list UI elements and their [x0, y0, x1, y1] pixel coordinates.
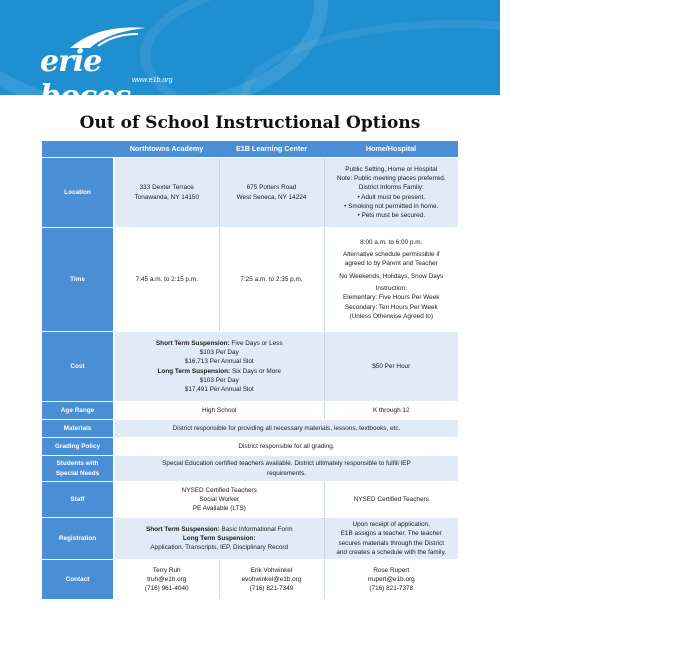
table-row-registration [42, 518, 458, 560]
row-label-special-needs: Students with Special Needs [42, 456, 114, 482]
time-e1b: 7:25 a.m. to 2:35 p.m. [219, 228, 324, 332]
row-label-age-range: Age Range [42, 402, 114, 420]
contact-northtowns: Terry Ruh truh@e1b.org (716) 961-4040 [114, 560, 219, 600]
age-range-home: K through 12 [324, 402, 458, 420]
options-table [42, 141, 458, 600]
column-header-blank [42, 141, 114, 158]
logo-url: www.e1b.org [132, 77, 173, 84]
table-row-time [42, 228, 458, 332]
special-needs-text: Special Education certified teachers available. District ultimately responsible to fulfill IEP requirements. [114, 456, 458, 482]
row-label-contact: Contact [42, 560, 114, 600]
location-e1b: 675 Potters Road West Seneca, NY 14224 [219, 158, 324, 228]
grading-text: District responsible for all grading. [114, 438, 458, 456]
location-home: Public Setting, Home or Hospital Note: Public meeting places preferred. District Informs Family: • Adult must be present. • Smoking not permitted in home. • Pets must be secured. [324, 158, 458, 228]
table-row-materials [42, 420, 458, 438]
registration-home: Upon receipt of application, E1B assigns a teacher. The teacher secures materials through the District and creates a schedule with the family. [324, 518, 458, 560]
table-row-contact [42, 560, 458, 600]
table-row-special-needs [42, 456, 458, 482]
row-label-materials: Materials [42, 420, 114, 438]
time-northtowns: 7:45 a.m. to 2:15 p.m. [114, 228, 219, 332]
page-title: Out of School Instructional Options [79, 113, 421, 133]
age-range-schools: High School [114, 402, 324, 420]
row-label-grading: Grading Policy [42, 438, 114, 456]
row-label-staff: Staff [42, 482, 114, 518]
registration-schools: Short Term Suspension: Basic Informational Form Long Term Suspension: Application, Transcripts, IEP, Disciplinary Record [114, 518, 324, 560]
row-label-time: Time [42, 228, 114, 332]
staff-schools: NYSED Certified Teachers Social Worker PE Available (LTS) [114, 482, 324, 518]
logo-text: erie boces [40, 44, 131, 114]
cost-schools: Short Term Suspension: Five Days or Less $103 Per Day $16,713 Per Annual Slot Long Term Suspension: Six Days or More $103 Per Day $17,491 Per Annual Slot [114, 332, 324, 402]
cost-home: $50 Per Hour [324, 332, 458, 402]
table-row-age-range [42, 402, 458, 420]
contact-e1b: Erik Vohwinkel evohwinkel@e1b.org (716) 821-7349 [219, 560, 324, 600]
materials-text: District responsible for providing all necessary materials, lessons, textbooks, etc. [114, 420, 458, 438]
row-label-registration: Registration [42, 518, 114, 560]
column-header-northtowns: Northtowns Academy [114, 141, 219, 158]
erie-boces-logo [40, 22, 200, 114]
row-label-location: Location [42, 158, 114, 228]
table-row-location [42, 158, 458, 228]
row-label-cost: Cost [42, 332, 114, 402]
staff-home: NYSED Certified Teachers [324, 482, 458, 518]
table-header-row [42, 141, 458, 158]
column-header-e1b: E1B Learning Center [219, 141, 324, 158]
table-row-grading [42, 438, 458, 456]
column-header-home-hospital: Home/Hospital [324, 141, 458, 158]
contact-home: Rose Rupert rrupert@e1b.org (716) 821-7378 [324, 560, 458, 600]
table-row-cost [42, 332, 458, 402]
table-row-staff [42, 482, 458, 518]
time-home: 8:00 a.m. to 6:00 p.m. Alternative schedule permissible if agreed to by Parent and Teacher No Weekends, Holidays, Snow Days Instruction: Elementary: Five Hours Per Week Secondary: Ten Hours Per Week (Unless Otherwise Agreed to) [324, 228, 458, 332]
header-banner [0, 0, 500, 114]
location-northtowns: 333 Dexter Terrace Tonawanda, NY 14150 [114, 158, 219, 228]
